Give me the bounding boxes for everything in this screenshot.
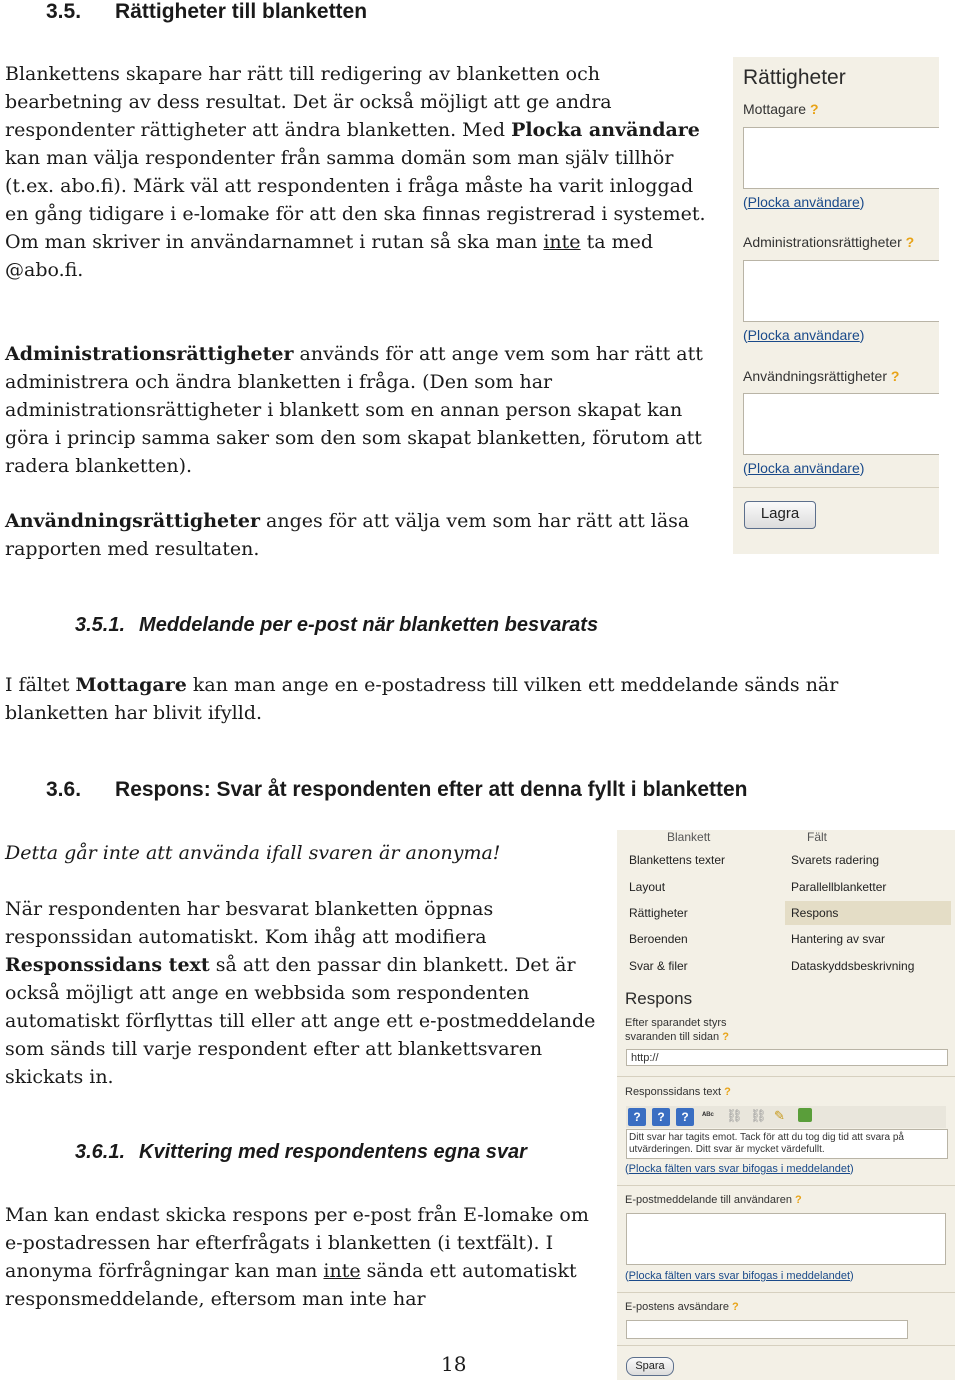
divider <box>617 1185 955 1186</box>
tab-blankett[interactable]: Blankett <box>667 830 711 844</box>
help-icon[interactable]: ? <box>809 101 819 117</box>
menu-item-svar-filer[interactable]: Svar & filer <box>629 959 688 973</box>
divider <box>617 1345 955 1346</box>
divider <box>617 1292 955 1293</box>
paragraph-response-page: När respondenten har besvarat blanketten öppnas responssidan automatiskt. Kom ihåg att modifiera Responssidans text så att den passar din blankett. Det är också möjligt att ange en webbsida som respondenten automatiskt förflyttas till eller att ange ett e-postmeddelande som sänds till varje respondent efter att blankettsvaren skickats in. <box>5 898 596 1088</box>
pick-users-link-2[interactable]: (Plocka användare) <box>743 327 865 343</box>
attach-fields-link-1[interactable]: (Plocka fälten vars svar bifogas i meddelandet) <box>625 1163 854 1175</box>
email-to-user-textarea[interactable] <box>626 1213 946 1265</box>
divider <box>733 487 939 488</box>
recipient-label: Mottagare ? <box>743 101 819 117</box>
usage-rights-textarea[interactable] <box>743 393 939 455</box>
unlink-icon[interactable]: ⛓ <box>750 1108 767 1123</box>
response-text-editor[interactable]: Ditt svar har tagits emot. Tack för att du tog dig tid att svara på utvärderingen. Ditt svar är mycket värdefullt. <box>626 1129 948 1159</box>
menu-item-beroenden[interactable]: Beroenden <box>629 932 688 946</box>
redirect-url-input[interactable]: http:// <box>626 1049 948 1066</box>
respons-title: Respons <box>625 989 693 1008</box>
paragraph-recipient: I fältet Mottagare kan man ange en e-postadress till vilken ett meddelande sänds när blanketten har blivit ifylld. <box>5 674 839 724</box>
help-toolbar-icon[interactable]: ? <box>628 1108 646 1126</box>
rights-title: Rättigheter <box>743 66 846 89</box>
save-button[interactable]: Spara <box>626 1357 674 1376</box>
menu-item-hantering-av-svar[interactable]: Hantering av svar <box>791 932 886 946</box>
editor-toolbar <box>626 1106 946 1128</box>
paragraph-admin-rights: Administrationsrättigheter används för att ange vem som har rätt att administrera och ändra blanketten i fråga. (Den som har administrationsrättigheter i blankett som en annan person skapat kan göra i princip samma saker som den som skapat blanketten, förutom att radera blanketten). <box>5 343 703 477</box>
save-button[interactable]: Lagra <box>744 501 816 529</box>
help-icon[interactable]: ? <box>722 1031 729 1043</box>
link-icon[interactable]: ⛓ <box>726 1108 743 1123</box>
paragraph-anonymous-note: Detta går inte att använda ifall svaren är anonyma! <box>5 842 501 864</box>
divider <box>617 1076 955 1077</box>
rights-panel <box>733 57 939 554</box>
usage-rights-label: Användningsrättigheter ? <box>743 368 900 384</box>
email-to-user-label: E-postmeddelande till användaren ? <box>625 1194 802 1206</box>
section-heading-3-6-1: 3.6.1. Kvittering med respondentens egna svar <box>75 1141 527 1163</box>
image-icon[interactable] <box>798 1108 812 1122</box>
help-icon[interactable]: ? <box>732 1301 739 1313</box>
section-heading-3-5: 3.5. Rättigheter till blanketten <box>46 0 368 23</box>
tab-falt[interactable]: Fält <box>807 830 828 844</box>
help-toolbar-icon[interactable]: ? <box>652 1108 670 1126</box>
menu-item-parallellblanketter[interactable]: Parallellblanketter <box>791 880 887 894</box>
paragraph-usage-rights: Användningsrättigheter anges för att välja vem som har rätt att läsa rapporten med resultaten. <box>5 510 690 560</box>
help-toolbar-icon[interactable]: ? <box>676 1108 694 1126</box>
help-icon[interactable]: ? <box>905 234 915 250</box>
paragraph-rights-intro: Blankettens skapare har rätt till redigering av blanketten och bearbetning av dess resultat. Det är också möjligt att ge andra respondenter rättigheter att ändra blanketten. Med Plocka användare kan man välja respondenter från samma domän som man själv tillhör (t.ex. abo.fi). Märk väl att respondenten i fråga måste ha varit inloggad en gång tidigare i e-lomake för att den ska finnas registrerad i systemet. Om man skriver in användarnamnet i rutan så ska man inte ta med @abo.fi. <box>5 63 706 281</box>
pick-users-link-1[interactable]: (Plocka användare) <box>743 194 865 210</box>
section-heading-3-5-1: 3.5.1. Meddelande per e-post när blanketten besvarats <box>75 614 599 636</box>
page-number: 18 <box>441 1352 467 1376</box>
help-icon[interactable]: ? <box>795 1194 802 1206</box>
menu-item-respons[interactable]: Respons <box>791 906 839 920</box>
spellcheck-icon[interactable]: ᴬᴮᶜ <box>702 1110 714 1120</box>
admin-rights-textarea[interactable] <box>743 260 939 322</box>
pick-users-link-3[interactable]: (Plocka användare) <box>743 460 865 476</box>
menu-item-rattigheter[interactable]: Rättigheter <box>629 906 688 920</box>
menu-item-dataskyddsbeskrivning[interactable]: Dataskyddsbeskrivning <box>791 959 915 973</box>
email-sender-input[interactable] <box>626 1320 908 1339</box>
clean-icon[interactable]: ✎ <box>774 1108 785 1123</box>
menu-item-layout[interactable]: Layout <box>629 880 666 894</box>
attach-fields-link-2[interactable]: (Plocka fälten vars svar bifogas i meddelandet) <box>625 1270 854 1282</box>
redirect-label: Efter sparandet styrs svaranden till sidan ? <box>625 1017 729 1043</box>
email-sender-label: E-postens avsändare ? <box>625 1301 739 1313</box>
section-heading-3-6: 3.6. Respons: Svar åt respondenten efter att denna fyllt i blanketten <box>46 778 748 801</box>
help-icon[interactable]: ? <box>724 1086 731 1098</box>
response-text-label: Responssidans text ? <box>625 1086 731 1098</box>
help-icon[interactable]: ? <box>890 368 900 384</box>
admin-rights-label: Administrationsrättigheter ? <box>743 234 915 250</box>
menu-item-svarets-radering[interactable]: Svarets radering <box>791 853 880 867</box>
respons-panel <box>617 830 955 1380</box>
paragraph-receipt: Man kan endast skicka respons per e-post från E-lomake om e-postadressen har efterfrågats i blanketten (i textfält). I anonyma förfrågningar kan man inte sända ett automatiskt responsmeddelande, eftersom man inte har <box>5 1204 589 1310</box>
menu-item-blankettens-texter[interactable]: Blankettens texter <box>629 853 726 867</box>
recipient-textarea[interactable] <box>743 127 939 189</box>
